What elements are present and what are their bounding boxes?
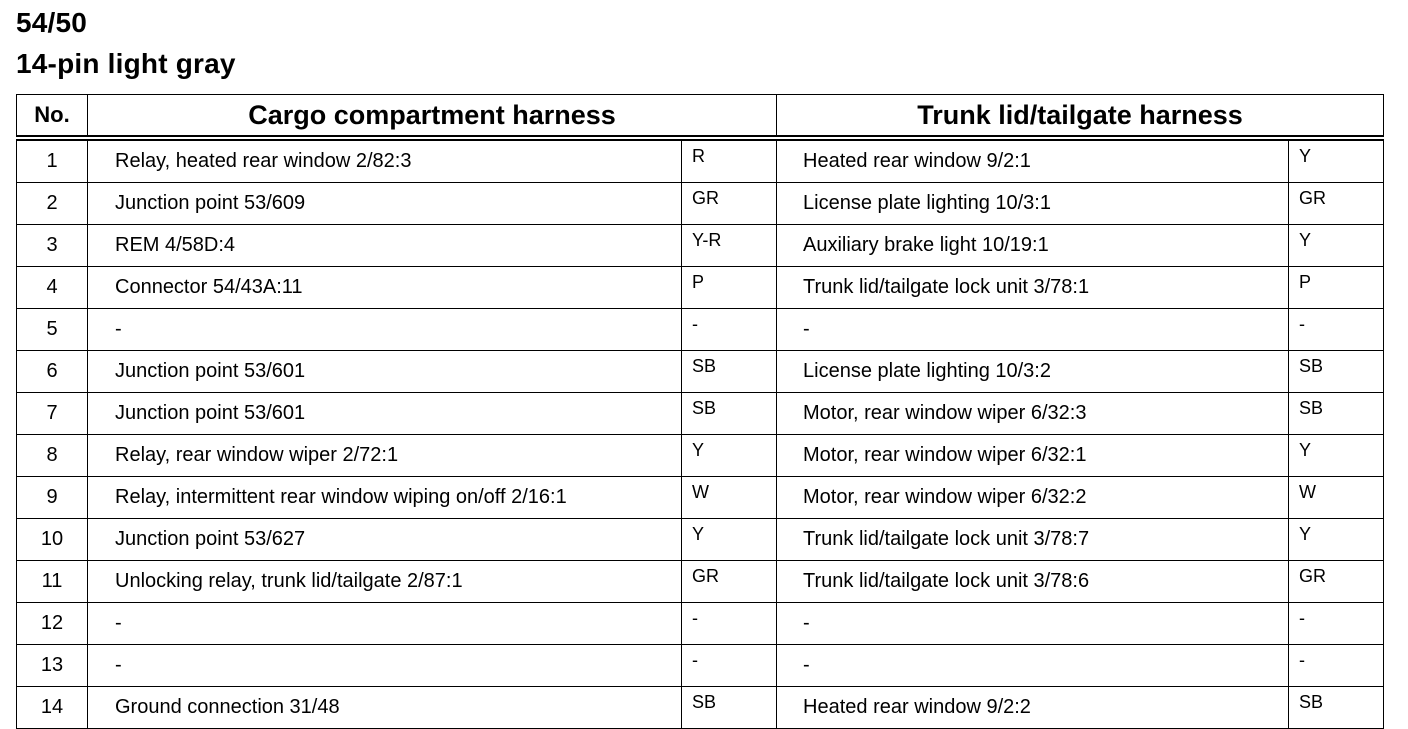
trunk-connection-cell: -	[777, 603, 1289, 645]
trunk-wire-color-cell: -	[1289, 309, 1384, 351]
cargo-wire-color-cell: -	[682, 603, 777, 645]
table-header-row	[17, 95, 1384, 139]
trunk-wire-color-cell: W	[1289, 477, 1384, 519]
table-row	[17, 561, 1384, 603]
pin-number-cell: 4	[17, 267, 88, 309]
pin-number-cell: 3	[17, 225, 88, 267]
table-row	[17, 603, 1384, 645]
cargo-connection-cell: Junction point 53/627	[88, 519, 682, 561]
cargo-connection-cell: Relay, rear window wiper 2/72:1	[88, 435, 682, 477]
cargo-connection-cell: Unlocking relay, trunk lid/tailgate 2/87:1	[88, 561, 682, 603]
trunk-wire-color-cell: SB	[1289, 393, 1384, 435]
cargo-connection-cell: Junction point 53/609	[88, 183, 682, 225]
trunk-connection-cell: Heated rear window 9/2:1	[777, 138, 1289, 183]
cargo-connection-cell: REM 4/58D:4	[88, 225, 682, 267]
cargo-connection-cell: Relay, heated rear window 2/82:3	[88, 138, 682, 183]
pin-number-cell: 5	[17, 309, 88, 351]
table-row	[17, 138, 1384, 183]
trunk-connection-cell: Trunk lid/tailgate lock unit 3/78:6	[777, 561, 1289, 603]
cargo-wire-color-cell: Y	[682, 519, 777, 561]
trunk-wire-color-cell: P	[1289, 267, 1384, 309]
pin-number-cell: 8	[17, 435, 88, 477]
cargo-wire-color-cell: W	[682, 477, 777, 519]
column-header-trunk-harness: Trunk lid/tailgate harness	[777, 95, 1384, 139]
connector-id-heading: 54/50	[16, 7, 88, 38]
cargo-wire-color-cell: SB	[682, 351, 777, 393]
trunk-connection-cell: Motor, rear window wiper 6/32:3	[777, 393, 1289, 435]
cargo-wire-color-cell: R	[682, 138, 777, 183]
table-row	[17, 477, 1384, 519]
cargo-wire-color-cell: P	[682, 267, 777, 309]
trunk-wire-color-cell: SB	[1289, 687, 1384, 729]
table-row	[17, 393, 1384, 435]
pin-number-cell: 13	[17, 645, 88, 687]
trunk-connection-cell: Heated rear window 9/2:2	[777, 687, 1289, 729]
table-row	[17, 183, 1384, 225]
pin-number-cell: 1	[17, 138, 88, 183]
cargo-connection-cell: Junction point 53/601	[88, 351, 682, 393]
pin-number-cell: 2	[17, 183, 88, 225]
pin-number-cell: 12	[17, 603, 88, 645]
cargo-wire-color-cell: GR	[682, 183, 777, 225]
pin-number-cell: 9	[17, 477, 88, 519]
cargo-connection-cell: Junction point 53/601	[88, 393, 682, 435]
trunk-wire-color-cell: -	[1289, 645, 1384, 687]
pin-number-cell: 14	[17, 687, 88, 729]
table-row	[17, 267, 1384, 309]
trunk-connection-cell: Motor, rear window wiper 6/32:1	[777, 435, 1289, 477]
trunk-wire-color-cell: Y	[1289, 435, 1384, 477]
column-header-no: No.	[17, 95, 88, 139]
pin-number-cell: 6	[17, 351, 88, 393]
trunk-wire-color-cell: SB	[1289, 351, 1384, 393]
trunk-wire-color-cell: GR	[1289, 183, 1384, 225]
cargo-connection-cell: -	[88, 309, 682, 351]
pin-number-cell: 10	[17, 519, 88, 561]
trunk-wire-color-cell: -	[1289, 603, 1384, 645]
table-row	[17, 687, 1384, 729]
trunk-wire-color-cell: Y	[1289, 519, 1384, 561]
trunk-connection-cell: Motor, rear window wiper 6/32:2	[777, 477, 1289, 519]
trunk-wire-color-cell: GR	[1289, 561, 1384, 603]
table-row	[17, 435, 1384, 477]
pin-number-cell: 11	[17, 561, 88, 603]
table-row	[17, 351, 1384, 393]
trunk-connection-cell: License plate lighting 10/3:2	[777, 351, 1289, 393]
trunk-connection-cell: Auxiliary brake light 10/19:1	[777, 225, 1289, 267]
connector-description-heading: 14-pin light gray	[16, 48, 236, 79]
cargo-wire-color-cell: GR	[682, 561, 777, 603]
trunk-connection-cell: -	[777, 309, 1289, 351]
trunk-wire-color-cell: Y	[1289, 225, 1384, 267]
table-row	[17, 225, 1384, 267]
table-row	[17, 309, 1384, 351]
cargo-wire-color-cell: -	[682, 645, 777, 687]
trunk-wire-color-cell: Y	[1289, 138, 1384, 183]
cargo-wire-color-cell: SB	[682, 393, 777, 435]
cargo-connection-cell: -	[88, 645, 682, 687]
column-header-cargo-harness: Cargo compartment harness	[88, 95, 777, 139]
cargo-connection-cell: Connector 54/43A:11	[88, 267, 682, 309]
trunk-connection-cell: Trunk lid/tailgate lock unit 3/78:1	[777, 267, 1289, 309]
trunk-connection-cell: -	[777, 645, 1289, 687]
cargo-connection-cell: Ground connection 31/48	[88, 687, 682, 729]
pin-assignment-table	[16, 94, 1384, 729]
trunk-connection-cell: Trunk lid/tailgate lock unit 3/78:7	[777, 519, 1289, 561]
pin-number-cell: 7	[17, 393, 88, 435]
cargo-connection-cell: -	[88, 603, 682, 645]
cargo-wire-color-cell: Y-R	[682, 225, 777, 267]
table-body	[17, 138, 1384, 729]
cargo-wire-color-cell: -	[682, 309, 777, 351]
cargo-wire-color-cell: SB	[682, 687, 777, 729]
cargo-connection-cell: Relay, intermittent rear window wiping on/off 2/16:1	[88, 477, 682, 519]
table-row	[17, 519, 1384, 561]
cargo-wire-color-cell: Y	[682, 435, 777, 477]
table-row	[17, 645, 1384, 687]
trunk-connection-cell: License plate lighting 10/3:1	[777, 183, 1289, 225]
